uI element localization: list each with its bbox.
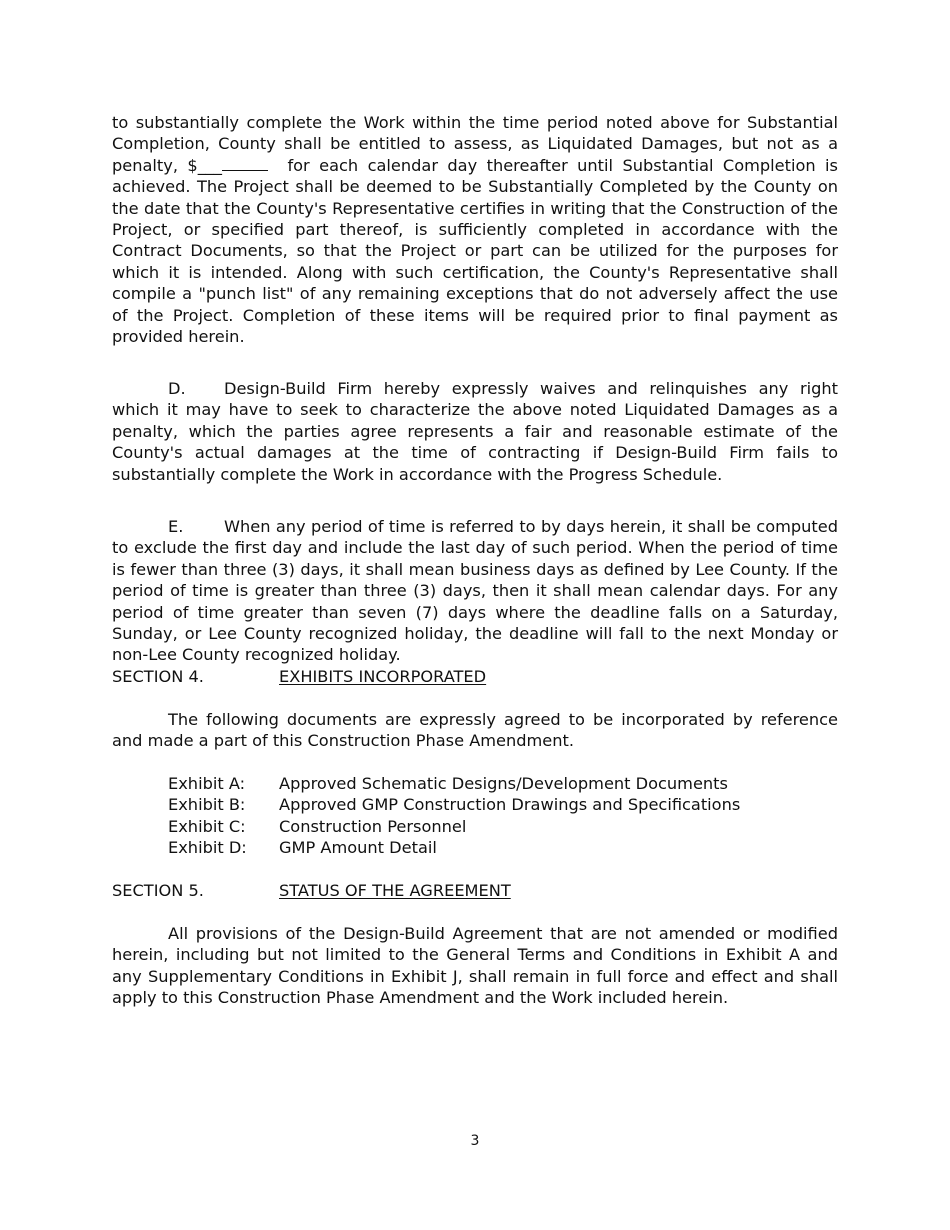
exhibit-description: Approved GMP Construction Drawings and Specifications (279, 795, 741, 815)
exhibit-label: Exhibit D: (168, 838, 247, 858)
paragraph-e-text: When any period of time is referred to by days herein, it shall be computed to exclude the first day and include the last day of such period. When the period of time is fewer than three (3) days, it shall mean business days as defined by Lee County. If the period of time is greater than three (3) days, then it shall mean calendar days. For any period of time greater than seven (7) days where the deadline falls on a Saturday, Sunday, or Lee County recognized holiday, the deadline will fall to the next Monday or non-Lee County recognized holiday. (112, 517, 838, 665)
exhibit-description: GMP Amount Detail (279, 838, 437, 858)
exhibit-item (168, 816, 740, 837)
exhibit-label: Exhibit C: (168, 816, 246, 836)
section-5-title: STATUS OF THE AGREEMENT (279, 881, 511, 900)
section-4-title: EXHIBITS INCORPORATED (279, 667, 487, 686)
section-4-heading (112, 666, 486, 687)
page-number: 3 (470, 1133, 480, 1149)
paragraph-e-label: E. (168, 517, 184, 536)
exhibit-label: Exhibit A: (168, 774, 246, 793)
exhibit-list (168, 773, 740, 859)
section-5-number: SECTION 5. (112, 881, 204, 900)
exhibit-label: Exhibit B: (168, 795, 246, 815)
section-5-heading (112, 880, 511, 901)
liquidated-damages-text-start: to substantially complete the Work within the time period noted above for Substantial Completion, County shall be entitled to assess, as Liquidated Damages, but not as a penalty, $___ (112, 113, 838, 175)
liquidated-damages-text-end: for each calendar day thereafter until Substantial Completion is achieved. The Project shall be deemed to be Substantially Completed by the County on the date that the County's Representative certifies in writing that the Construction of the Project, or specified part thereof, is sufficiently completed in accordance with the Contract Documents, so that the Project or part can be utilized for the purposes for which it is intended. Along with such certification, the County's Representative shall compile a "punch list" of any remaining exceptions that do not adversely affect the use of the Project. Completion of these items will be required prior to final payment as provided herein. (112, 155, 838, 347)
exhibit-item (168, 794, 740, 815)
exhibit-item (168, 837, 740, 858)
paragraph-d (112, 378, 838, 485)
paragraph-d-text: Design-Build Firm hereby expressly waives and relinquishes any right which it may have to seek to characterize the above noted Liquidated Damages as a penalty, which the parties agree represents a fair and reasonable estimate of the County's actual damages at the time of contracting if Design-Build Firm fails to substantially complete the Work in accordance with the Progress Schedule. (112, 379, 838, 484)
paragraph-liquidated-damages (112, 112, 838, 347)
exhibit-description: Approved Schematic Designs/Development Documents (279, 774, 728, 793)
exhibit-item (168, 773, 740, 794)
section-4-number: SECTION 4. (112, 667, 204, 686)
paragraph-e (112, 516, 838, 666)
section-4-intro: The following documents are expressly agreed to be incorporated by reference and made a part of this Construction Phase Amendment. (112, 710, 838, 751)
exhibit-description: Construction Personnel (279, 816, 467, 836)
amount-blank-line (222, 156, 268, 171)
section-5-text: All provisions of the Design-Build Agreement that are not amended or modified herein, including but not limited to the General Terms and Conditions in Exhibit A and any Supplementary Conditions in Exhibit J, shall remain in full force and effect and shall apply to this Construction Phase Amendment and the Work included herein. (112, 924, 838, 1008)
paragraph-d-label: D. (168, 379, 186, 398)
